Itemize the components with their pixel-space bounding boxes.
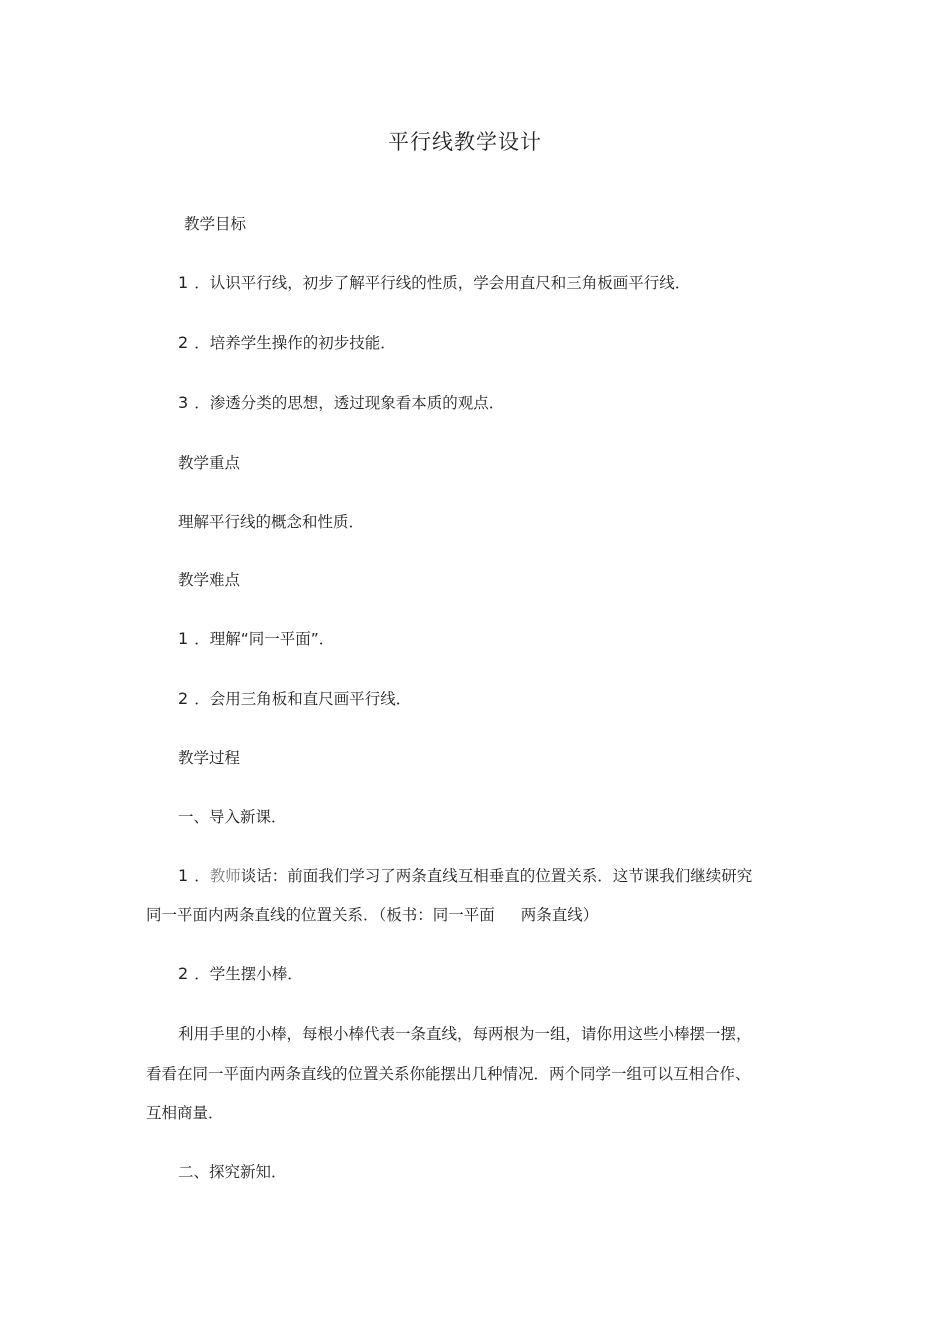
process-item-1-line-2b: 两条直线） [520,906,599,924]
section-1-heading: 一、导入新课． [178,808,287,826]
difficulty-item-1-text: ．理解“同一平面”． [194,630,335,648]
goal-item-2-number: 2 [178,333,189,352]
process-item-2-number: 2 [178,964,189,983]
goal-item-1-number: 1 [178,273,189,292]
process-heading: 教学过程 [178,749,241,767]
goal-item-3-text: ．渗透分类的思想，透过现象看本质的观点． [194,394,505,412]
difficulty-item-1-number: 1 [178,629,189,648]
goal-item-3 [178,393,504,413]
paragraph-line-2: 看看在同一平面内两条直线的位置关系你能摆出几种情况．两个同学一组可以互相合作、 [146,1065,751,1083]
key-point-heading: 教学重点 [178,454,241,472]
paragraph-line-3: 互相商量． [146,1104,224,1122]
process-item-1-line-2 [146,905,598,925]
process-item-2 [178,964,303,984]
difficulty-item-2-text: ．会用三角板和直尺画平行线． [194,690,412,708]
difficulty-heading: 教学难点 [178,571,241,589]
process-item-1-teacher: 教师 [209,867,241,885]
paragraph-line-1: 利用手里的小棒，每根小棒代表一条直线，每两根为一组，请你用这些小棒摆一摆， [178,1025,752,1043]
goal-item-1-text: ．认识平行线，初步了解平行线的性质，学会用直尺和三角板画平行线． [194,274,691,292]
section-2-heading: 二、探究新知． [178,1163,287,1181]
goal-item-1 [178,273,690,293]
process-item-1-text: 谈话：前面我们学习了两条直线互相垂直的位置关系．这节课我们继续研究 [240,867,753,885]
goal-item-3-number: 3 [178,393,189,412]
process-item-1-line-1 [178,866,752,886]
process-item-1-number: 1 [178,866,189,885]
key-point-text: 理解平行线的概念和性质． [178,513,365,531]
goal-item-2 [178,333,396,353]
difficulty-item-1 [178,629,334,649]
process-item-2-text: ．学生摆小棒． [194,965,303,983]
difficulty-item-2 [178,689,411,709]
goal-item-2-text: ．培养学生操作的初步技能． [194,334,396,352]
process-item-1-line-2a: 同一平面内两条直线的位置关系．（板书：同一平面 [146,906,495,924]
goals-heading: 教学目标 [184,215,247,233]
process-item-1-prefix: ． [194,867,210,885]
document-title: 平行线教学设计 [388,130,542,154]
difficulty-item-2-number: 2 [178,689,189,708]
